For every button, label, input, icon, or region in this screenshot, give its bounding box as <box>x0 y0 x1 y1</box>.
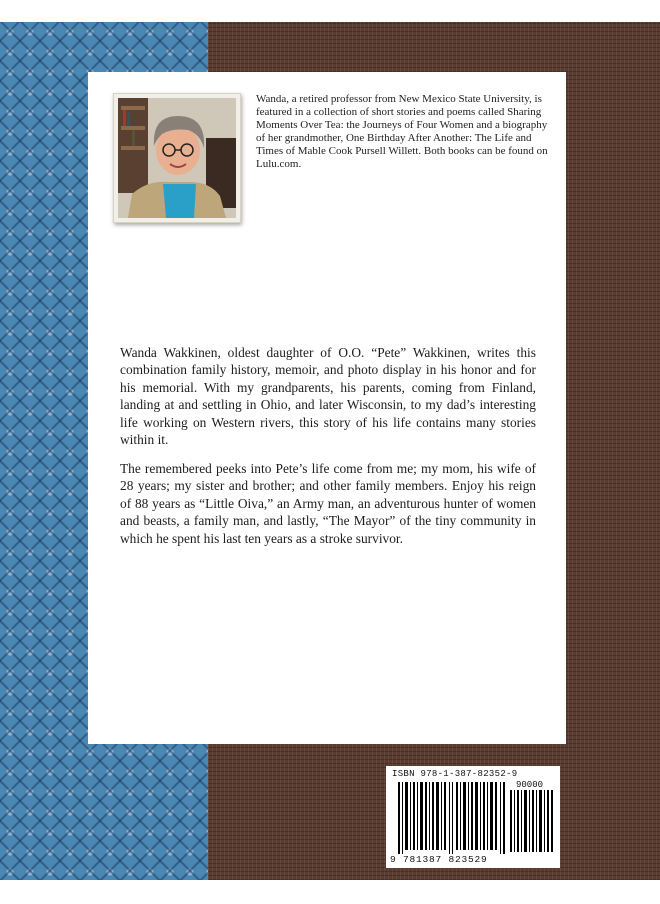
author-bio: Wanda, a retired professor from New Mexico State University, is featured in a collection of short stories and poems called Sharing Moments Over Tea: the Journeys of Four Women and a biography of her grandmother, One Birthday After Another: The Life and Times of Mable Cook Pursell Willett. Both books can be found on Lulu.com. <box>256 93 548 170</box>
isbn-label: ISBN 978-1-387-82352-9 <box>392 769 518 779</box>
isbn-barcode <box>386 766 560 868</box>
price-addon-bars <box>510 790 554 852</box>
author-portrait-image <box>118 98 236 218</box>
price-code: 90000 <box>516 780 544 790</box>
book-back-cover <box>0 22 660 880</box>
description-paragraph: The remembered peeks into Pete’s life come from me; my mom, his wife of 28 years; my sister and brother; and other family members. Enjoy his reign of 88 years as “Little Oiva,” an Army man, an adventurous hunter of women and beasts, a family man, and lastly, “The Mayor” of the tiny community in which he spent his last ten years as a stroke survivor. <box>120 461 536 546</box>
description-paragraph: Wanda Wakkinen, oldest daughter of O.O. “Pete” Wakkinen, writes this combination family history, memoir, and photo display in his honor and for his memorial. With my grandparents, his parents, coming from Finland, landing at and settling in Ohio, and later Wisconsin, to my dad’s interesting life working on Western rivers, this story of his life contains many stories within it. <box>120 345 536 448</box>
barcode-bars <box>398 782 506 854</box>
text-panel <box>88 72 566 744</box>
author-photo <box>113 93 241 223</box>
barcode-digits: 9 781387 823529 <box>390 854 488 865</box>
